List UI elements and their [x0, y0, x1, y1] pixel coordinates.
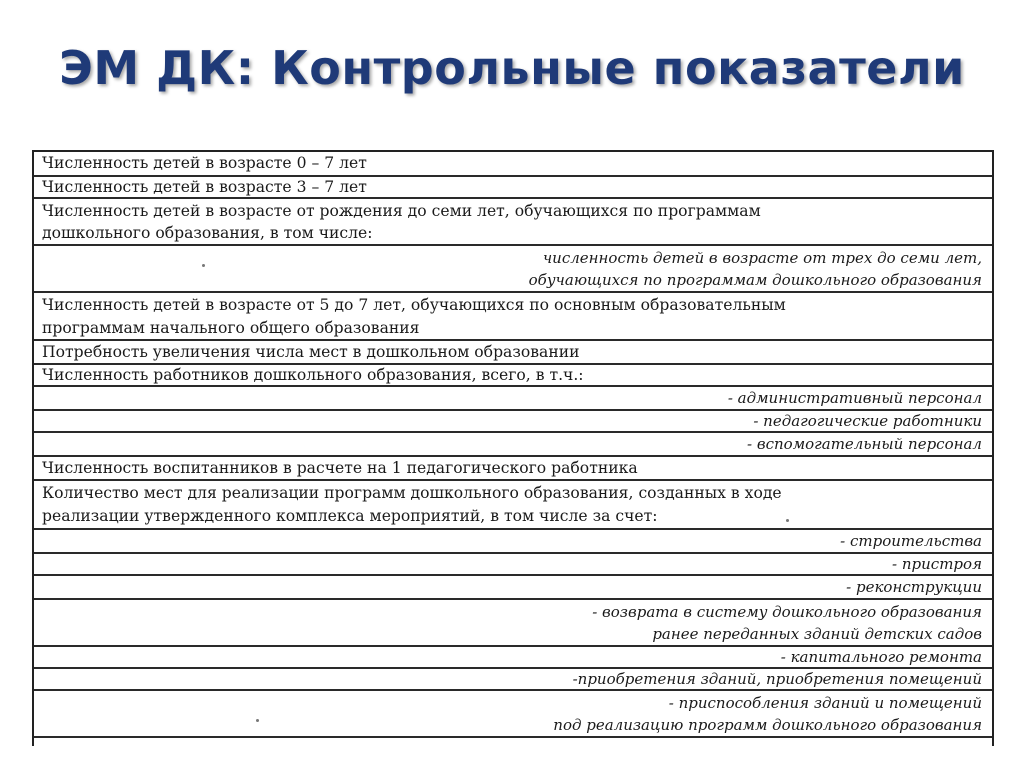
row-text-line: - педагогические работники	[753, 412, 982, 430]
table-row	[34, 341, 992, 365]
table-row	[34, 457, 992, 481]
row-text-line: под реализацию программ дошкольного образования	[553, 716, 982, 734]
row-text-line: - вспомогательный персонал	[747, 435, 982, 453]
row-text-line: Численность детей в возрасте от 5 до 7 лет, обучающихся по основным образовательным	[42, 296, 786, 314]
scan-speck	[786, 519, 789, 522]
row-text-line: - административный персонал	[727, 389, 982, 407]
row-text-line: Численность детей в возрасте 3 – 7 лет	[42, 178, 367, 196]
row-text-line: ранее переданных зданий детских садов	[652, 625, 982, 643]
table-row	[34, 365, 992, 387]
table-subrow	[34, 411, 992, 433]
scanned-indicator-table	[32, 150, 994, 746]
row-text-line: Численность детей в возрасте от рождения до семи лет, обучающихся по программам	[42, 202, 761, 220]
row-text-line: - реконструкции	[846, 578, 982, 596]
scan-speck	[256, 719, 259, 722]
table-subrow	[34, 576, 992, 600]
table-row	[34, 199, 992, 246]
row-text-line: Потребность увеличения числа мест в дошкольном образовании	[42, 343, 580, 361]
row-text-line: Количество мест для реализации программ дошкольного образования, созданных в ходе	[42, 484, 782, 502]
row-text-line: -приобретения зданий, приобретения помещений	[572, 670, 982, 688]
table-subrow	[34, 387, 992, 411]
table-subrow	[34, 669, 992, 691]
table-subrow	[34, 246, 992, 293]
table-subrow	[34, 530, 992, 554]
row-text-line: численность детей в возрасте от трех до семи лет,	[542, 249, 982, 267]
table-subrow	[34, 647, 992, 669]
table-row	[34, 293, 992, 341]
table-subrow	[34, 433, 992, 457]
row-text-line: - капитального ремонта	[780, 648, 982, 666]
table-row	[34, 152, 992, 177]
table-subrow	[34, 691, 992, 738]
table-subrow	[34, 554, 992, 576]
row-text-line: программам начального общего образования	[42, 318, 420, 337]
row-text-line: - пристроя	[892, 555, 982, 573]
row-text-line: Численность работников дошкольного образования, всего, в т.ч.:	[42, 366, 584, 384]
table-row	[34, 177, 992, 199]
row-text-line: - возврата в систему дошкольного образования	[592, 603, 982, 621]
row-text-line: Численность воспитанников в расчете на 1 педагогического работника	[42, 459, 638, 477]
row-text-line: - приспособления зданий и помещений	[668, 694, 982, 712]
row-text-line: - строительства	[840, 532, 982, 550]
table-row	[34, 481, 992, 530]
table-subrow	[34, 600, 992, 647]
slide-title: ЭМ ДК: Контрольные показатели	[59, 41, 965, 95]
row-text-line: реализации утвержденного комплекса мероприятий, в том числе за счет:	[42, 507, 658, 525]
row-text-line: дошкольного образования, в том числе:	[42, 224, 373, 242]
scan-speck	[202, 264, 205, 267]
row-text-line: Численность детей в возрасте 0 – 7 лет	[42, 154, 367, 172]
row-text-line: обучающихся по программам дошкольного образования	[528, 271, 982, 289]
